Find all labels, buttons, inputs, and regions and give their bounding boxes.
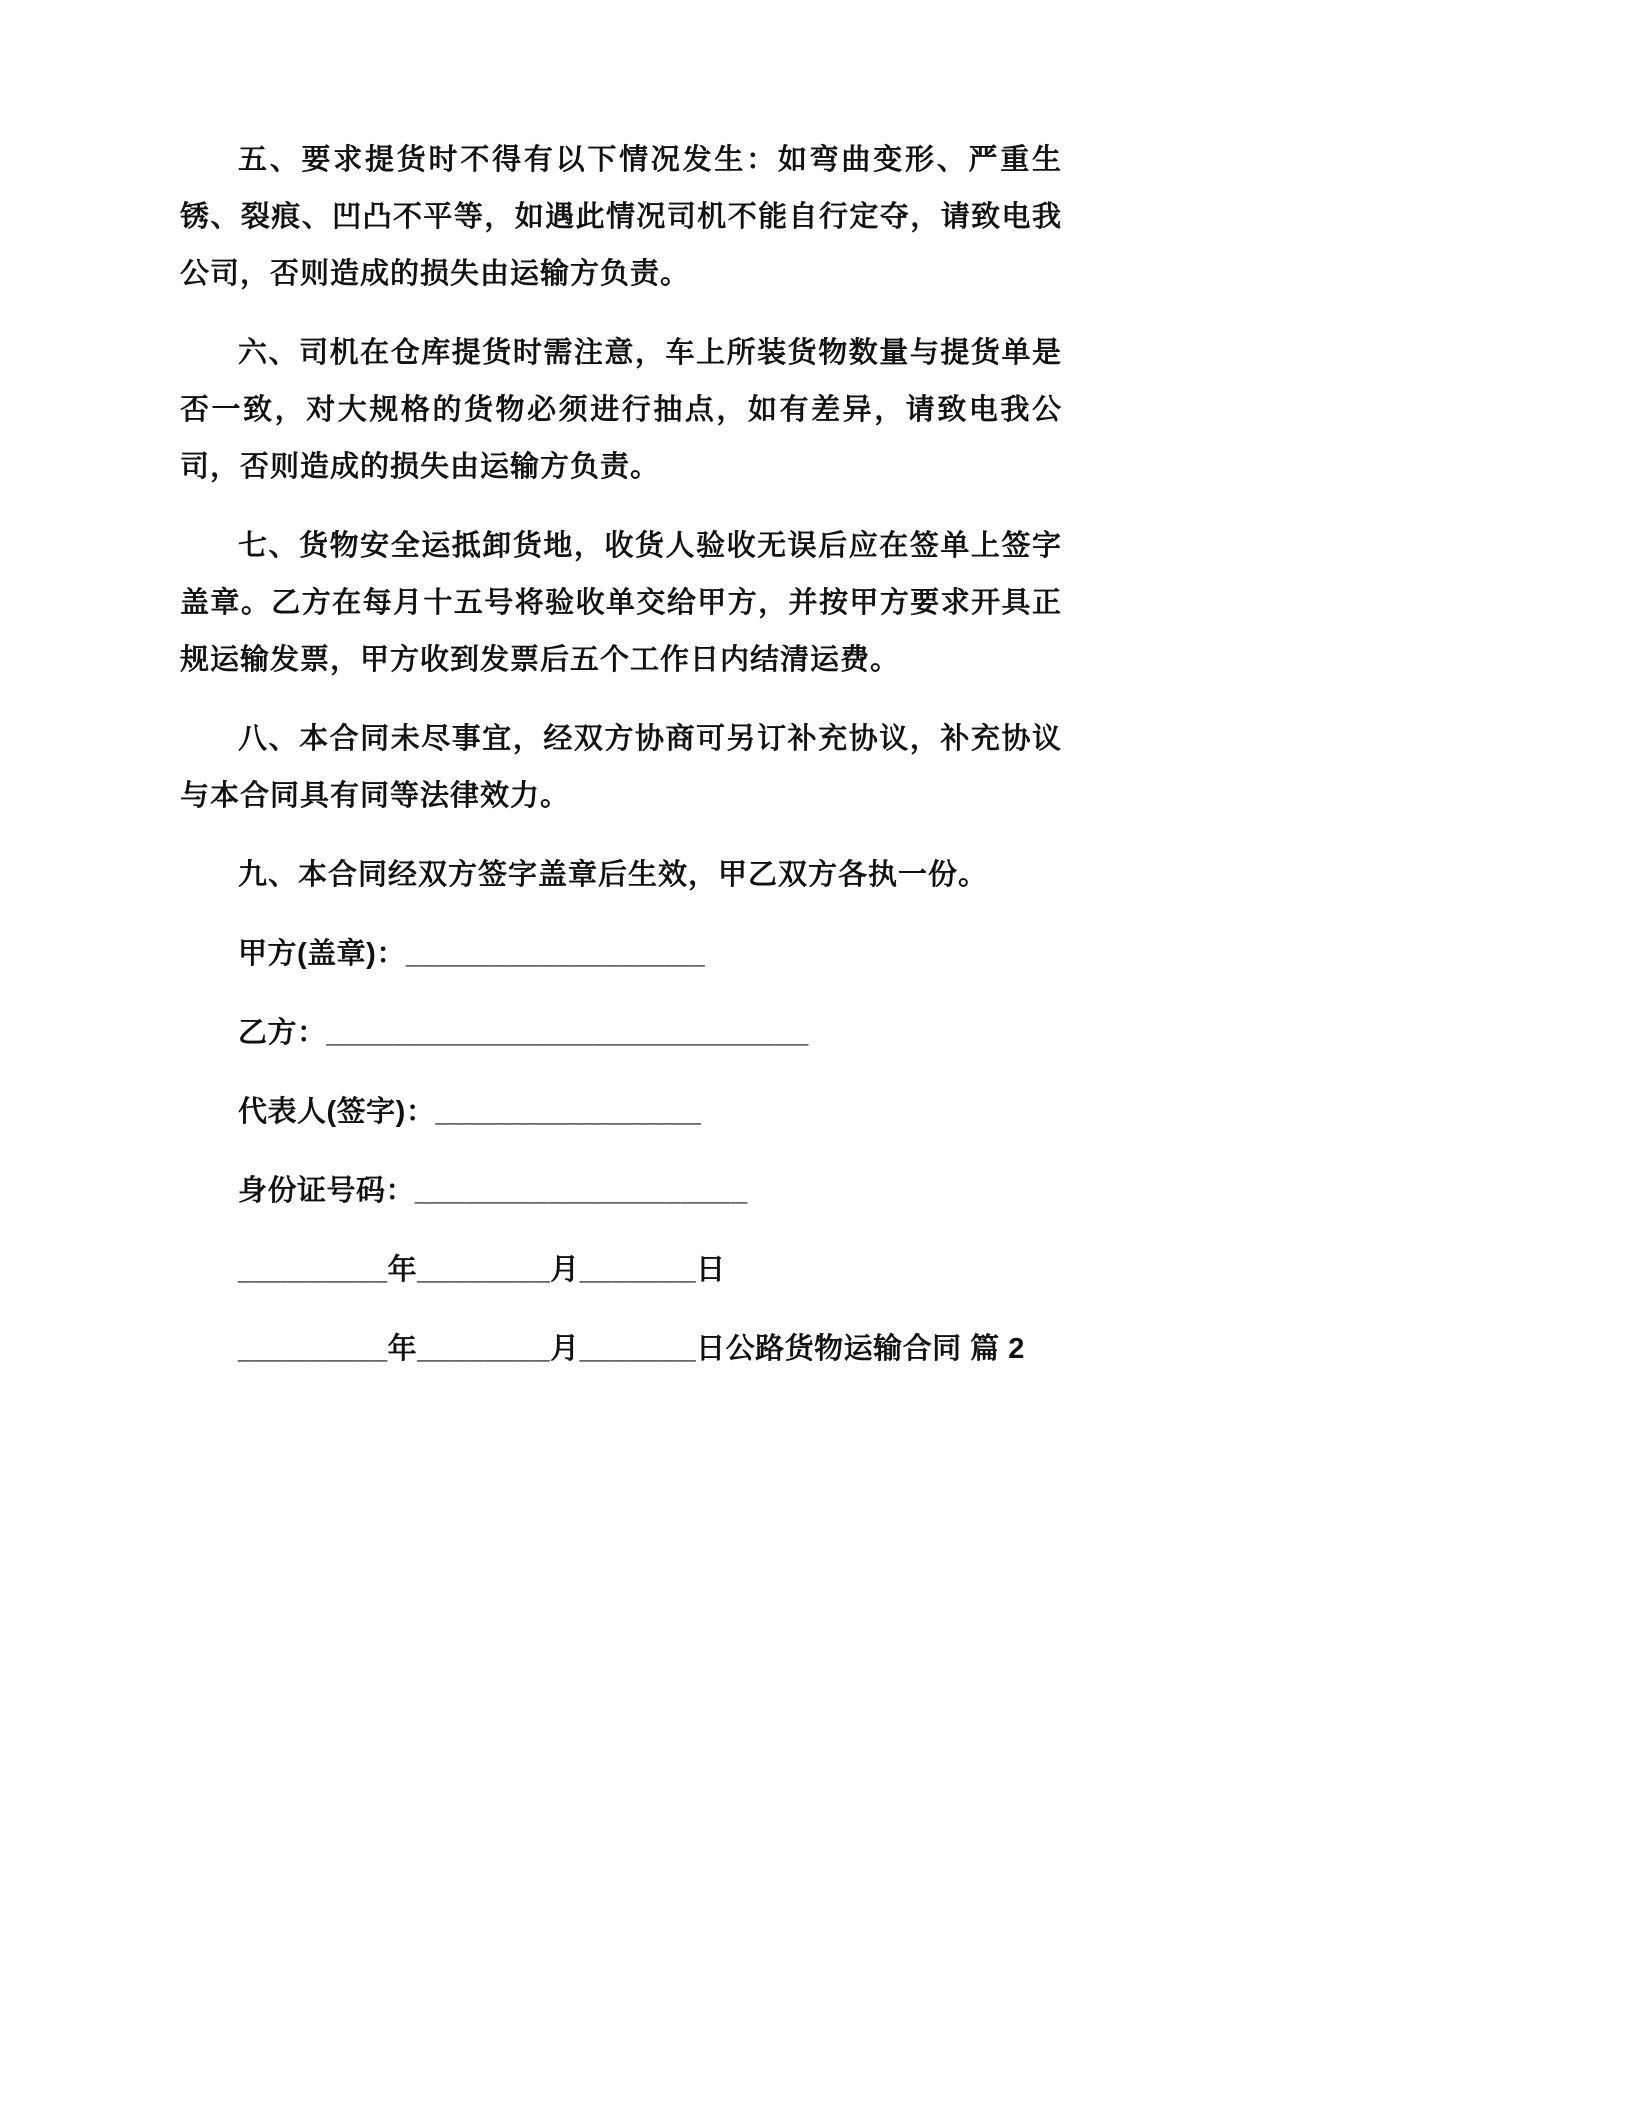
clause-8: 八、本合同未尽事宜，经双方协商可另订补充协议，补充协议与本合同具有同等法律效力。 [180,723,1062,812]
clause-5: 五、要求提货时不得有以下情况发生：如弯曲变形、严重生锈、裂痕、凹凸不平等，如遇此情况司机不能自行定夺，请致电我公司，否则造成的损失由运输方负责。 [180,144,1062,290]
party-b-line: 乙方：_____________________________ [238,1017,809,1049]
date-line-2: _________年________月_______日公路货物运输合同 篇 2 [238,1333,1025,1365]
contract-body [180,132,1062,1378]
clause-6: 六、司机在仓库提货时需注意，车上所装货物数量与提货单是否一致，对大规格的货物必须进行抽点，如有差异，请致电我公司，否则造成的损失由运输方负责。 [180,337,1062,483]
date-line-1: _________年________月_______日 [238,1254,726,1286]
representative-signature-line: 代表人(签字)：________________ [238,1096,702,1128]
clause-9: 九、本合同经双方签字盖章后生效，甲乙双方各执一份。 [238,859,989,891]
clause-7: 七、货物安全运抵卸货地，收货人验收无误后应在签单上签字盖章。乙方在每月十五号将验收单交给甲方，并按甲方要求开具正规运输发票，甲方收到发票后五个工作日内结清运费。 [180,530,1062,676]
party-a-seal-line: 甲方(盖章)：__________________ [238,938,706,970]
id-number-line: 身份证号码：____________________ [238,1175,748,1207]
